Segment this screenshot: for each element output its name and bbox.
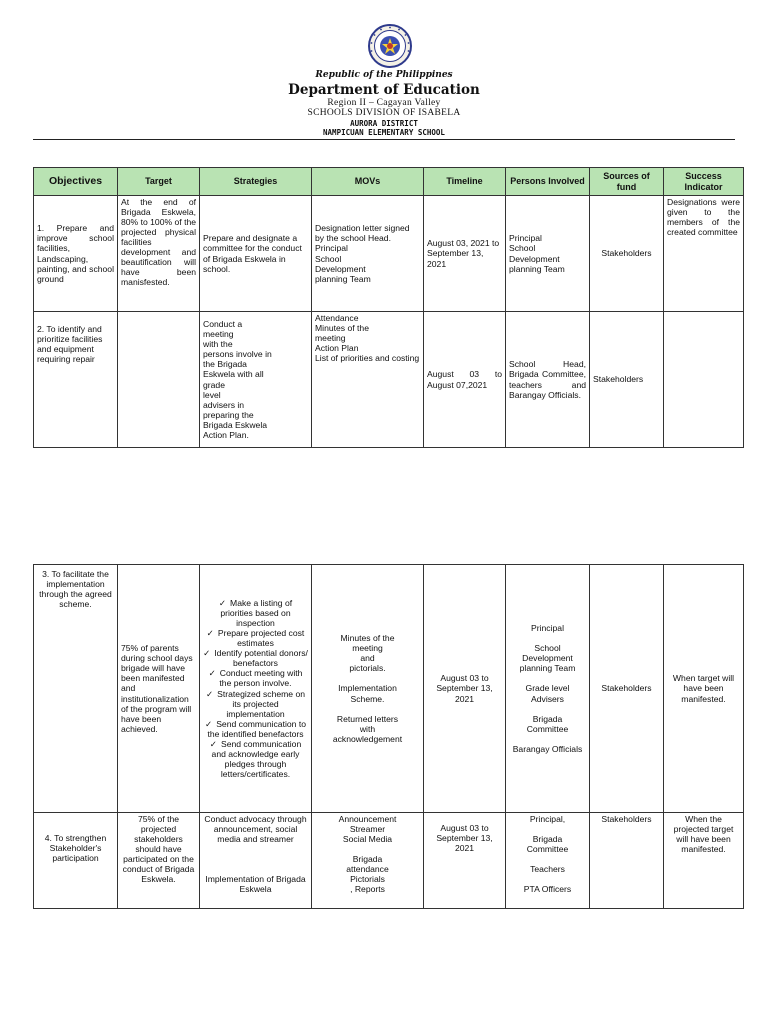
timeline-cell: August 03 to August 07,2021 — [424, 312, 506, 448]
target-cell — [118, 312, 200, 448]
header-success: Success Indicator — [664, 168, 744, 196]
sources-cell: Stakeholders — [590, 312, 664, 448]
objective-cell: 4. To strengthen Stakeholder's participation — [34, 813, 118, 909]
department-title: Department of Education — [288, 82, 480, 98]
header-strategies: Strategies — [200, 168, 312, 196]
table-header-row — [34, 168, 744, 196]
strategies-cell: Conduct a meeting with the persons involve in the Brigada Eskwela with all grade level advisers in preparing the Brigada Eskwela Action Plan. — [200, 312, 312, 448]
checklist-item: ✓ Prepare projected cost estimates — [203, 628, 308, 648]
success-cell — [664, 312, 744, 448]
persons-cell: Principal School Development planning Team — [506, 196, 590, 312]
sources-cell: Stakeholders — [590, 813, 664, 909]
persons-cell: School Head, Brigada Committee, teachers and Barangay Officials. — [506, 312, 590, 448]
objective-cell: 1. Prepare and improve school facilities, Landscaping, painting, and school ground — [34, 196, 118, 312]
header-objectives: Objectives — [34, 168, 118, 196]
movs-cell: Minutes of the meeting and pictorials. Implementation Scheme. Returned letters with acknowledgement — [312, 565, 424, 813]
timeline-cell: August 03 to September 13, 2021 — [424, 565, 506, 813]
checklist-item: ✓ Make a listing of priorities based on inspection — [203, 598, 308, 628]
strategies-cell: Prepare and designate a committee for the conduct of Brigada Eskwela in school. — [200, 196, 312, 312]
header-sources: Sources of fund — [590, 168, 664, 196]
strategies-checklist — [203, 598, 308, 779]
target-cell: 75% of parents during school days brigade will have been manifested and institutionalization of the program will have been achieved. — [118, 565, 200, 813]
letterhead-divider — [33, 139, 735, 140]
timeline-cell: August 03, 2021 to September 13, 2021 — [424, 196, 506, 312]
checklist-item: ✓ Conduct meeting with the person involve. — [203, 668, 308, 688]
timeline-cell: August 03 to September 13, 2021 — [424, 813, 506, 909]
movs-cell: Designation letter signed by the school Head. Principal School Development planning Team — [312, 196, 424, 312]
deped-seal-icon — [368, 24, 412, 68]
table-row — [34, 196, 744, 312]
header-timeline: Timeline — [424, 168, 506, 196]
success-cell: When target will have been manifested. — [664, 565, 744, 813]
checklist-item: ✓ Strategized scheme on its projected implementation — [203, 689, 308, 719]
persons-cell: Principal School Development planning Team Grade level Advisers Brigada Committee Barangay Officials — [506, 565, 590, 813]
strategies-cell — [200, 565, 312, 813]
action-plan-table — [33, 167, 744, 448]
header-persons: Persons Involved — [506, 168, 590, 196]
checklist-item: ✓ Identify potential donors/ benefactors — [203, 648, 308, 668]
table-row — [34, 312, 744, 448]
movs-cell: Attendance Minutes of the meeting Action Plan List of priorities and costing — [312, 312, 424, 448]
success-cell: Designations were given to the members of the created committee — [664, 196, 744, 312]
checklist-item: ✓ Send communication to the identified benefactors — [203, 719, 308, 739]
table-row — [34, 565, 744, 813]
strategies-cell: Conduct advocacy through announcement, social media and streamer Implementation of Brigada Eskwela — [200, 813, 312, 909]
table-row — [34, 813, 744, 909]
persons-cell: Principal, Brigada Committee Teachers PTA Officers — [506, 813, 590, 909]
header-movs: MOVs — [312, 168, 424, 196]
republic-line: Republic of the Philippines — [315, 70, 453, 80]
school-name: NAMPICUAN ELEMENTARY SCHOOL — [323, 128, 445, 137]
objective-cell: 2. To identify and prioritize facilities and equipment requiring repair — [34, 312, 118, 448]
objective-cell: 3. To facilitate the implementation through the agreed scheme. — [34, 565, 118, 813]
action-plan-table-continued — [33, 564, 744, 909]
district-line: AURORA DISTRICT — [350, 119, 418, 128]
target-cell: At the end of Brigada Eskwela, 80% to 100% of the projected physical facilities development and beautification will have been manisfested. — [118, 196, 200, 312]
division-line: SCHOOLS DIVISION OF ISABELA — [307, 108, 461, 118]
sources-cell: Stakeholders — [590, 196, 664, 312]
movs-cell: Announcement Streamer Social Media Brigada attendance Pictorials , Reports — [312, 813, 424, 909]
checklist-item: ✓ Send communication and acknowledge early pledges through letters/certificates. — [203, 739, 308, 779]
success-cell: When the projected target will have been manifested. — [664, 813, 744, 909]
header-target: Target — [118, 168, 200, 196]
target-cell: 75% of the projected stakeholders should have participated on the conduct of Brigada Eskwela. — [118, 813, 200, 909]
region-line: Region II – Cagayan Valley — [327, 98, 441, 108]
sources-cell: Stakeholders — [590, 565, 664, 813]
